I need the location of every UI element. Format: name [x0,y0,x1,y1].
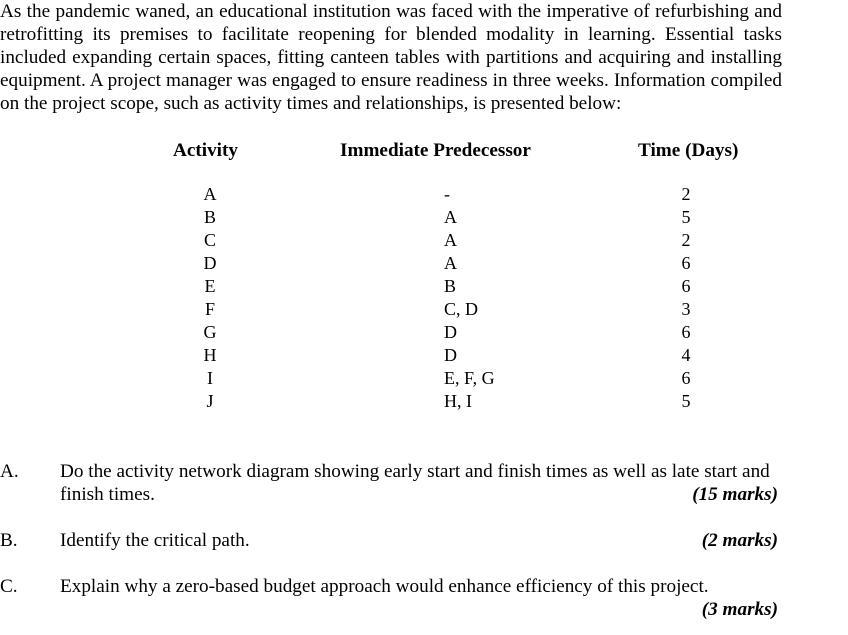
table-row [0,229,848,252]
predecessor-cell: D [444,322,457,342]
predecessor-cell: A [444,207,457,227]
question-text: Explain why a zero-based budget approach would enhance efficiency of this project. [60,576,709,597]
question-c [0,575,848,621]
activity-cell: A [203,184,217,204]
time-cell: 6 [681,253,691,273]
question-text: Identify the critical path. [60,530,250,551]
question-label: C. [0,576,18,597]
time-cell: 2 [681,184,691,204]
time-cell: 6 [681,368,691,388]
question-text: Do the activity network diagram showing early start and finish times as well as late start and finish times. [60,461,770,505]
time-cell: 2 [681,230,691,250]
activity-cell: C [203,230,216,250]
header-predecessor: Immediate Predecessor [340,140,531,161]
predecessor-cell: E, F, G [444,368,495,388]
predecessor-cell: H, I [444,391,472,411]
question-marks: (2 marks) [701,530,778,551]
table-row [0,183,848,206]
activity-cell: I [207,368,213,388]
table-row [0,252,848,275]
table-row [0,298,848,321]
time-cell: 6 [681,276,691,296]
time-cell: 6 [681,322,691,342]
predecessor-cell: A [444,230,457,250]
predecessor-cell: C, D [444,299,479,319]
table-row [0,206,848,229]
question-label: A. [0,461,19,482]
table-row [0,321,848,344]
activity-cell: J [206,391,214,411]
predecessor-cell: B [444,276,457,296]
time-cell: 5 [681,391,691,411]
table-row [0,390,848,413]
activity-cell: E [204,276,216,296]
activity-cell: F [204,299,215,319]
predecessor-cell: A [444,253,457,273]
question-label: B. [0,530,18,551]
intro-paragraph: As the pandemic waned, an educational institution was faced with the imperative of refurbishing and retrofitting its premises to facilitate reopening for blended modality in learning. Essential tasks included expanding certain spaces, fitting canteen tables with partitions and acquiring and installing equipment. A project manager was engaged to ensure readiness in three weeks. Information compiled on the project scope, such as activity times and relationships, is presented below: [0,1,782,114]
activity-table [0,183,848,413]
question-a [0,460,848,506]
question-marks: (15 marks) [692,484,778,505]
activity-cell: G [203,322,217,342]
activity-cell: D [203,253,217,273]
header-time: Time (Days) [638,140,739,161]
activity-cell: B [203,207,216,227]
table-row [0,367,848,390]
question-marks: (3 marks) [701,599,778,620]
time-cell: 4 [681,345,691,365]
question-b [0,529,848,552]
table-row [0,344,848,367]
table-row [0,275,848,298]
header-activity: Activity [173,140,239,161]
activity-cell: H [203,345,217,365]
predecessor-cell: D [444,345,457,365]
time-cell: 5 [681,207,691,227]
time-cell: 3 [681,299,691,319]
predecessor-cell: - [444,184,450,204]
